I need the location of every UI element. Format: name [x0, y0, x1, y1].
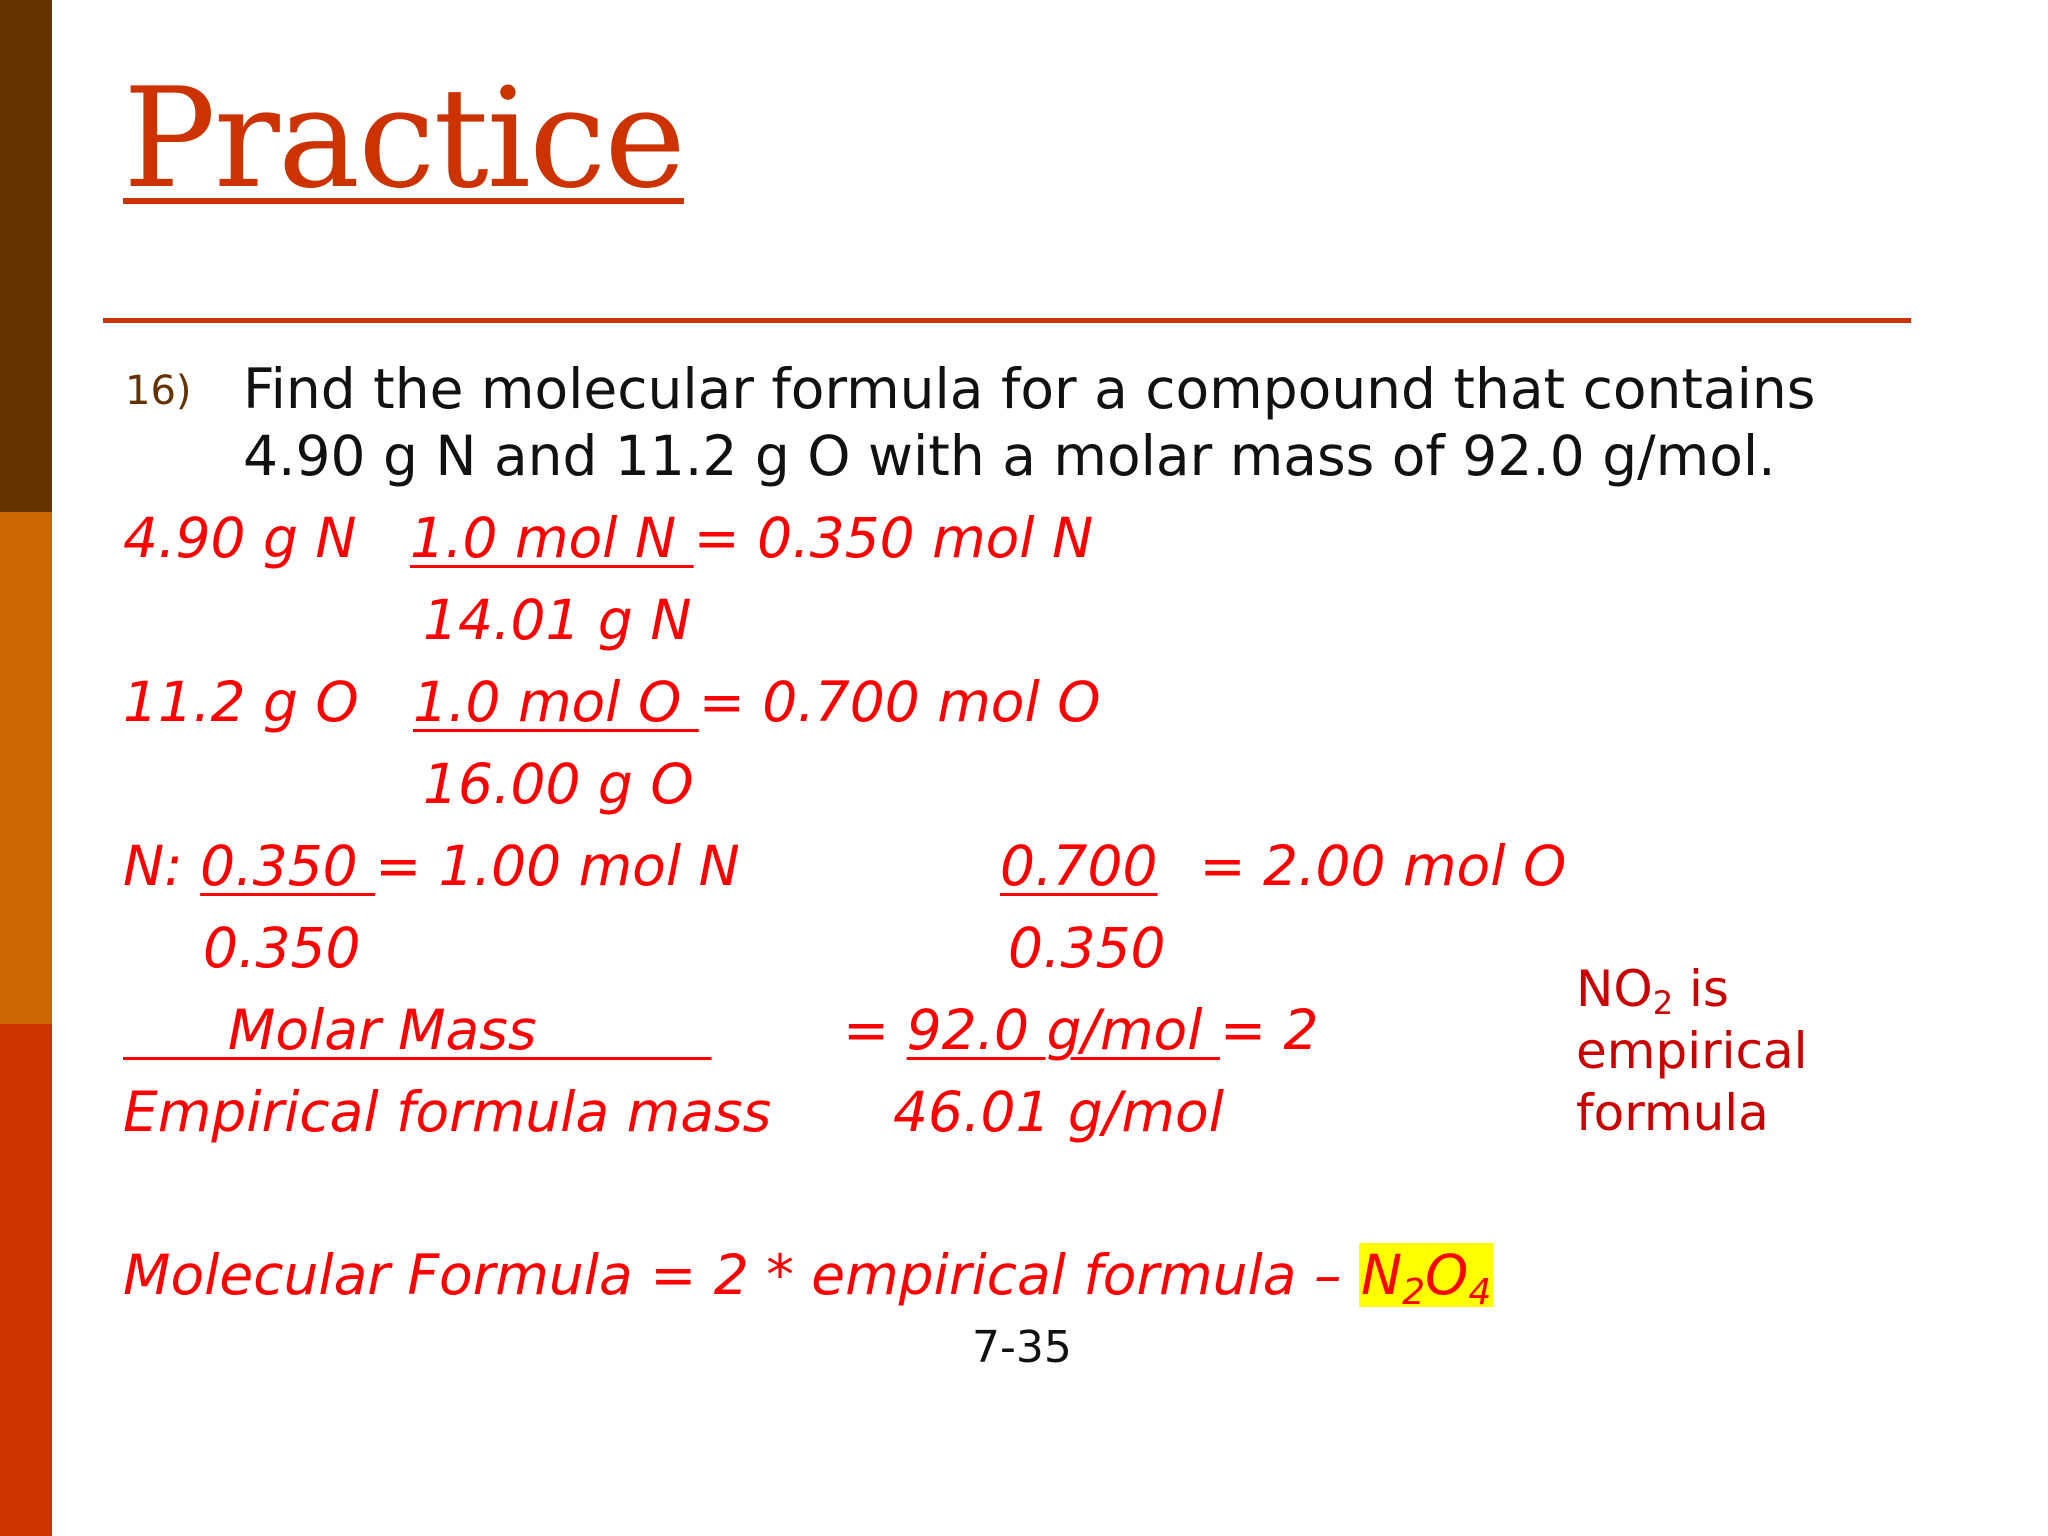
empirical-formula-note: [1576, 958, 1808, 1144]
ratio-n-row: [123, 834, 740, 898]
o-factor-denominator: 16.00 g O: [423, 752, 694, 816]
final-answer-row: [123, 1243, 1493, 1313]
ratio-n-numerator: 0.350: [200, 834, 376, 898]
page-number: 7-35: [972, 1322, 1072, 1373]
n-result: = 0.350 mol N: [693, 506, 1094, 570]
sidebar-band-bottom: [0, 1024, 52, 1536]
n-factor-numerator: 1.0 mol N: [410, 506, 694, 570]
question-number: 16): [125, 368, 192, 414]
n-factor-denominator: 14.01 g N: [423, 588, 692, 652]
ratio-n-label: N:: [123, 834, 201, 898]
o-factor-numerator: 1.0 mol O: [413, 670, 699, 734]
question-line-1: Find the molecular formula for a compound that contains: [243, 357, 1816, 421]
note-line-1: $NO_2$ is: [1576, 960, 1729, 1022]
empirical-mass-value: 46.01 g/mol: [893, 1080, 1224, 1144]
ratio-n-denominator: 0.350: [203, 916, 361, 980]
question-line-2: 4.90 g N and 11.2 g O with a molar mass of 92.0 g/mol.: [243, 424, 1776, 488]
empirical-mass-label: Empirical formula mass: [123, 1080, 772, 1144]
molar-mass-row: [123, 998, 712, 1062]
final-answer-text: Molecular Formula = 2 * empirical formula –: [123, 1243, 1359, 1307]
molar-mass-result: = 2: [1219, 998, 1319, 1062]
slide-title: Practice: [123, 58, 684, 219]
o-given: 11.2 g O: [123, 670, 359, 734]
title-divider: [103, 318, 1911, 323]
sidebar-band-top: [0, 0, 52, 512]
sidebar-band-middle: [0, 512, 52, 1024]
ratio-o-row: [1000, 834, 1567, 898]
n-factor-row: [410, 506, 1094, 570]
molar-mass-fraction: [843, 998, 1319, 1062]
o-result: = 0.700 mol O: [698, 670, 1101, 734]
molar-mass-equals: =: [843, 998, 907, 1062]
molar-mass-numerator: 92.0 g/mol: [906, 998, 1220, 1062]
molar-mass-label: Molar Mass: [123, 998, 712, 1062]
ratio-o-denominator: 0.350: [1008, 916, 1166, 980]
n-given: 4.90 g N: [123, 506, 357, 570]
note-line-2: empirical: [1576, 1022, 1808, 1080]
o-factor-row: [413, 670, 1101, 734]
ratio-n-result: = 1.00 mol N: [375, 834, 740, 898]
n-conversion-row: [123, 506, 357, 570]
ratio-o-result: = 2.00 mol O: [1199, 834, 1567, 898]
ratio-o-numerator: 0.700: [1000, 834, 1158, 898]
note-line-3: formula: [1576, 1084, 1769, 1142]
final-formula-highlight: $N_2O_4$: [1360, 1243, 1492, 1313]
